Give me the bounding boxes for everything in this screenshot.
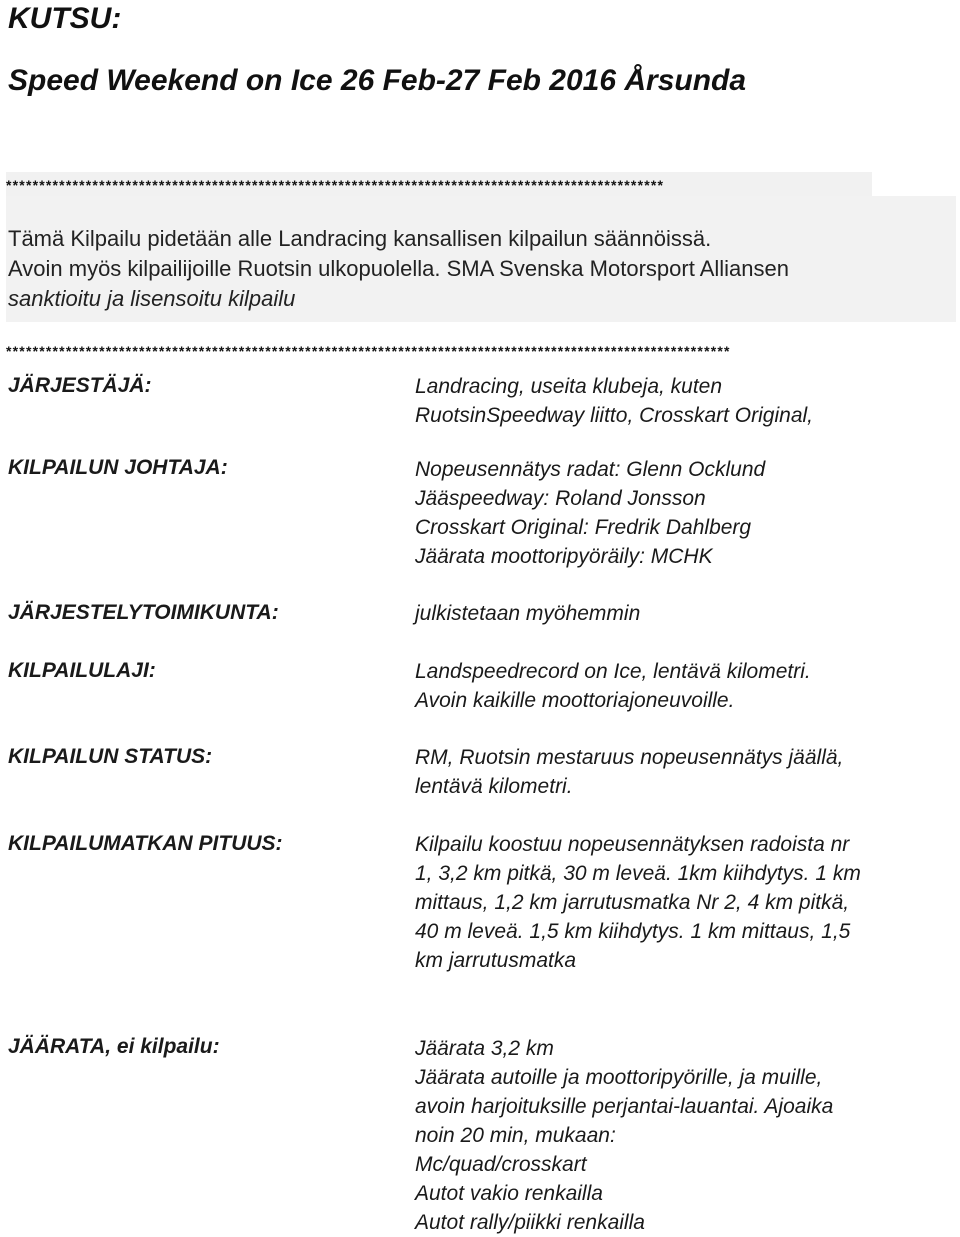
value-line: Landracing, useita klubeja, kuten bbox=[415, 375, 723, 398]
value-competition-status bbox=[415, 743, 843, 801]
value-line: Autot rally/piikki renkailla bbox=[415, 1211, 645, 1234]
label-competition-status: KILPAILUN STATUS: bbox=[8, 745, 213, 768]
label-organizing-committee: JÄRJESTELYTOIMIKUNTA: bbox=[8, 601, 279, 624]
separator-main: ************************************************************************************************************* bbox=[6, 344, 731, 358]
value-line: julkistetaan myöhemmin bbox=[415, 602, 641, 625]
intro-line-3: sanktioitu ja lisensoitu kilpailu bbox=[8, 286, 296, 311]
intro-text bbox=[8, 224, 789, 314]
value-line: Jäärata 3,2 km bbox=[415, 1037, 554, 1060]
separator-top: *************************************************************************************************** bbox=[6, 172, 872, 196]
value-line: km jarrutusmatka bbox=[415, 949, 577, 972]
value-line: Jäärata autoille ja moottoripyörille, ja muille, bbox=[415, 1066, 823, 1089]
intro-line-1: Tämä Kilpailu pidetään alle Landracing kansallisen kilpailun säännöissä. bbox=[8, 226, 712, 251]
value-line: avoin harjoituksille perjantai-lauantai. Ajoaika bbox=[415, 1095, 834, 1118]
value-line: Crosskart Original: Fredrik Dahlberg bbox=[415, 516, 752, 539]
value-line: noin 20 min, mukaan: bbox=[415, 1124, 616, 1147]
value-competition-type bbox=[415, 657, 811, 715]
value-line: Mc/quad/crosskart bbox=[415, 1153, 587, 1176]
value-line: mittaus, 1,2 km jarrutusmatka Nr 2, 4 km pitkä, bbox=[415, 891, 850, 914]
value-organizing-committee bbox=[415, 599, 640, 628]
value-line: Jääspeedway: Roland Jonsson bbox=[415, 487, 706, 510]
value-line: 1, 3,2 km pitkä, 30 m leveä. 1km kiihdytys. 1 km bbox=[415, 862, 861, 885]
value-line: Avoin kaikille moottoriajoneuvoille. bbox=[415, 689, 735, 712]
value-organizer bbox=[415, 372, 813, 430]
label-course-length: KILPAILUMATKAN PITUUS: bbox=[8, 832, 283, 855]
value-ice-track bbox=[415, 1034, 833, 1237]
value-line: Jäärata moottoripyöräily: MCHK bbox=[415, 545, 713, 568]
value-line: Autot vakio renkailla bbox=[415, 1182, 603, 1205]
event-title: Speed Weekend on Ice 26 Feb-27 Feb 2016 Årsunda bbox=[8, 64, 747, 97]
intro-line-2: Avoin myös kilpailijoille Ruotsin ulkopuolella. SMA Svenska Motorsport Alliansen bbox=[8, 256, 789, 281]
label-competition-type: KILPAILULAJI: bbox=[8, 659, 156, 682]
label-race-director: KILPAILUN JOHTAJA: bbox=[8, 456, 228, 479]
value-line: lentävä kilometri. bbox=[415, 775, 573, 798]
value-course-length bbox=[415, 830, 861, 975]
value-line: RuotsinSpeedway liitto, Crosskart Original, bbox=[415, 404, 813, 427]
value-line: Nopeusennätys radat: Glenn Ocklund bbox=[415, 458, 766, 481]
document-heading: KUTSU: bbox=[8, 2, 122, 35]
value-line: RM, Ruotsin mestaruus nopeusennätys jäällä, bbox=[415, 746, 844, 769]
value-line: 40 m leveä. 1,5 km kiihdytys. 1 km mittaus, 1,5 bbox=[415, 920, 851, 943]
label-ice-track: JÄÄRATA, ei kilpailu: bbox=[8, 1035, 220, 1058]
value-race-director bbox=[415, 455, 765, 571]
value-line: Kilpailu koostuu nopeusennätyksen radoista nr bbox=[415, 833, 850, 856]
label-organizer: JÄRJESTÄJÄ: bbox=[8, 374, 152, 397]
value-line: Landspeedrecord on Ice, lentävä kilometri. bbox=[415, 660, 811, 683]
